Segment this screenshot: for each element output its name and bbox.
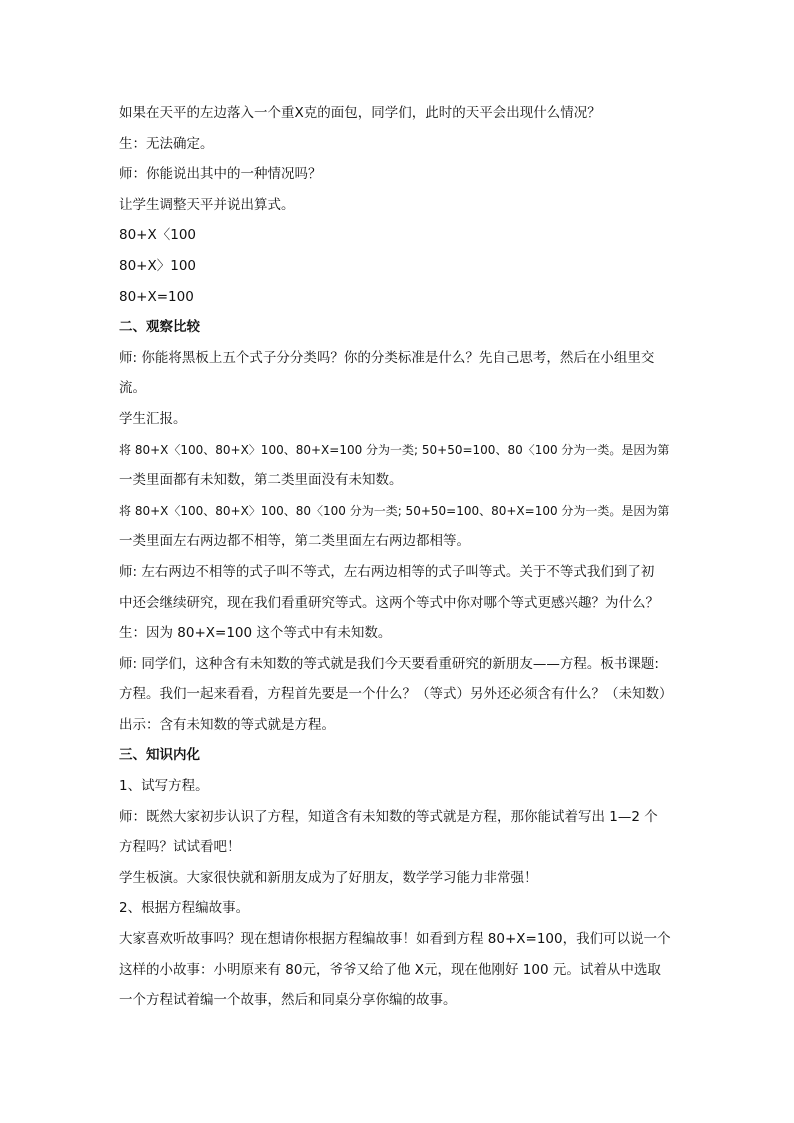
text-line: 师: 同学们，这种含有未知数的等式就是我们今天要看重研究的新朋友——方程。板书课题: (119, 655, 659, 672)
text-line: 学生板演。大家很快就和新朋友成为了好朋友，数学学习能力非常强！ (119, 869, 538, 886)
text-line: 将 80+X〈100、80+X〉100、80+X=100 分为一类; 50+50=100、80〈100 分为一类。是因为第 (119, 442, 670, 457)
equation-line: 80+X=100 (119, 288, 194, 305)
text-line: 生：因为 80+X=100 这个等式中有未知数。 (119, 625, 392, 642)
text-line: 师：你能说出其中的一种情况吗？ (119, 166, 322, 183)
text-line: 一个方程试着编一个故事，然后和同桌分享你编的故事。 (119, 992, 457, 1009)
section-heading: 三、知识内化 (119, 747, 200, 764)
text-line: 中还会继续研究，现在我们看重研究等式。这两个等式中你对哪个等式更感兴趣？为什么？ (119, 594, 659, 611)
text-line: 让学生调整天平并说出算式。 (119, 196, 295, 213)
text-line: 一类里面左右两边都不相等，第二类里面左右两边都相等。 (119, 533, 470, 550)
text-line: 将 80+X〈100、80+X〉100、80〈100 分为一类; 50+50=100、80+X=100 分为一类。是因为第 (119, 503, 670, 518)
equation-line: 80+X〉100 (119, 257, 197, 274)
text-line: 学生汇报。 (119, 410, 187, 427)
section-heading: 二、观察比较 (119, 319, 200, 336)
equation-line: 80+X〈100 (119, 227, 197, 244)
text-line: 如果在天平的左边落入一个重X克的面包，同学们，此时的天平会出现什么情况？ (119, 105, 601, 121)
text-line: 这样的小故事：小明原来有 80元，爷爷又给了他 X元，现在他刚好 100 元。试着从中选取 (119, 961, 661, 978)
text-line: 生：无法确定。 (119, 135, 214, 152)
text-line: 一类里面都有未知数，第二类里面没有未知数。 (119, 472, 403, 489)
text-line: 师：既然大家初步认识了方程，知道含有未知数的等式就是方程，那你能试着写出 1—2 个 (119, 808, 658, 825)
subsection-heading: 1、试写方程。 (119, 778, 209, 795)
text-line: 流。 (119, 380, 146, 397)
document-page (119, 98, 679, 1016)
subsection-heading: 2、根据方程编故事。 (119, 900, 250, 917)
text-line: 师: 左右两边不相等的式子叫不等式，左右两边相等的式子叫等式。关于不等式我们到了初 (119, 563, 655, 580)
text-line: 出示：含有未知数的等式就是方程。 (119, 716, 335, 733)
text-line: 师: 你能将黑板上五个式子分分类吗？你的分类标准是什么？先自己思考，然后在小组里交 (119, 349, 655, 366)
text-line: 方程吗？试试看吧！ (119, 839, 241, 856)
text-line: 方程。我们一起来看看，方程首先要是一个什么？（等式）另外还必须含有什么？（未知数） (119, 686, 673, 703)
text-line: 大家喜欢听故事吗？现在想请你根据方程编故事！如看到方程 80+X=100，我们可以说一个 (119, 931, 671, 948)
